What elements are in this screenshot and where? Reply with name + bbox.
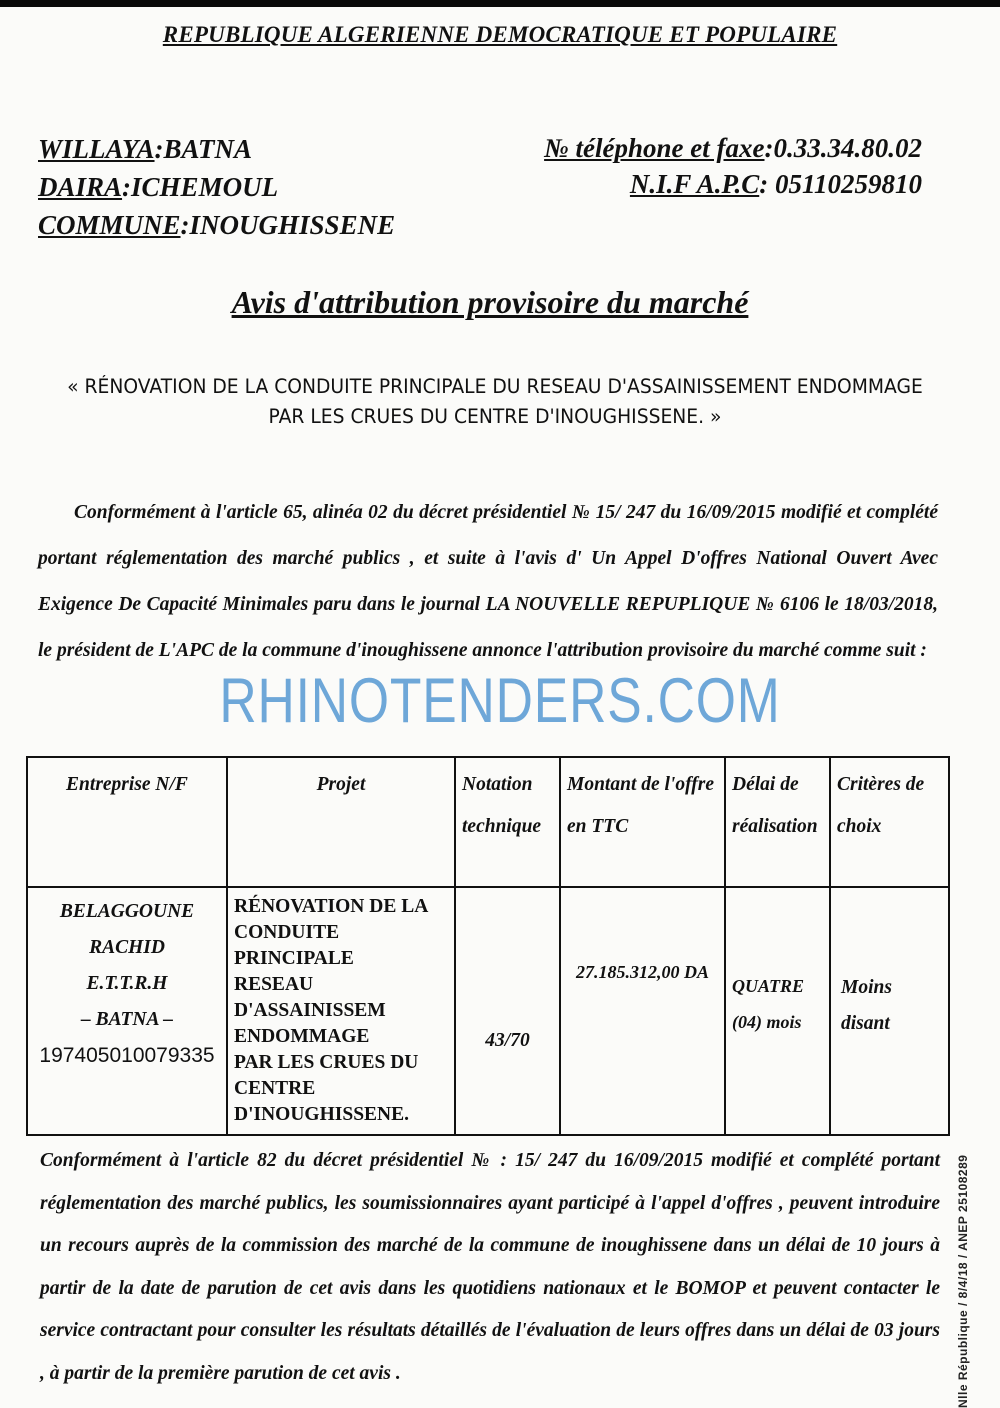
- phone-line: [544, 130, 922, 166]
- header-projet: Projet: [227, 757, 455, 887]
- watermark: RHINOTENDERS.COM: [219, 666, 781, 736]
- phone-value: :0.33.34.80.02: [764, 133, 922, 163]
- willaya-label: WILLAYA: [38, 134, 155, 164]
- page-title: Avis d'attribution provisoire du marché: [231, 284, 749, 320]
- project-subject: [49, 372, 942, 432]
- projet-line-3: RESEAU D'ASSAINISSEM: [234, 974, 386, 1021]
- entreprise-name-2: RACHID: [89, 937, 165, 958]
- cell-entreprise: [27, 887, 227, 1135]
- header-delai: Délai de réalisation: [725, 757, 830, 887]
- commune-line: [38, 206, 395, 244]
- daira-label: DAIRA: [38, 172, 123, 202]
- daira-line: [38, 168, 395, 206]
- projet-line-4: ENDOMMAGE: [234, 1026, 370, 1047]
- top-border: [0, 0, 1000, 7]
- delai-line-1: QUATRE: [732, 976, 805, 996]
- header-criteres: Critères de choix: [830, 757, 949, 887]
- publication-reference: Nlle République / 8/4/18 / ANEP 25108289: [956, 1154, 970, 1408]
- projet-line-1: RÉNOVATION DE LA: [234, 896, 429, 917]
- table-header-row: [27, 757, 949, 887]
- header-montant: Montant de l'offre en TTC: [560, 757, 725, 887]
- commune-value: :INOUGHISSENE: [180, 210, 396, 240]
- header-notation: Notation technique: [455, 757, 560, 887]
- administrative-block: [38, 130, 395, 244]
- willaya-line: [38, 130, 395, 168]
- project-line-1: « RÉNOVATION DE LA CONDUITE PRINCIPALE DU RESEAU D'ASSAINISSEMENT ENDOMMAGE: [67, 375, 923, 398]
- willaya-value: :BATNA: [154, 134, 253, 164]
- entreprise-name-4: – BATNA –: [80, 1009, 174, 1030]
- cell-criteres: [830, 887, 949, 1135]
- nif-line: [544, 166, 922, 202]
- intro-paragraph: Conformément à l'article 65, alinéa 02 du décret présidentiel № 15/ 247 du 16/09/2015 modifié et complété portant réglementation des marché publics , et suite à l'avis d' Un Appel D'offres National Ouvert Avec Exigence De Capacité Minimales paru dans le journal LA NOUVELLE REPUPLIQUE № 6106 le 18/03/2018, le président de L'APC de la commune d'inoughissene annonce l'attribution provisoire du marché comme suit :: [38, 502, 938, 661]
- daira-value: :ICHEMOUL: [122, 172, 279, 202]
- criteres-line-2: disant: [841, 1013, 890, 1034]
- commune-label: COMMUNE: [38, 210, 181, 240]
- award-table: [26, 756, 950, 1136]
- projet-line-7: D'INOUGHISSENE.: [234, 1104, 410, 1125]
- entreprise-name-1: BELAGGOUNE: [59, 901, 195, 922]
- projet-line-5: PAR LES CRUES DU: [234, 1052, 419, 1073]
- republic-heading: REPUBLIQUE ALGERIENNE DEMOCRATIQUE ET POPULAIRE: [162, 22, 838, 47]
- cell-notation: 43/70: [455, 887, 560, 1135]
- cell-delai: [725, 887, 830, 1135]
- cell-projet: [227, 887, 455, 1135]
- table-row: [27, 887, 949, 1135]
- contact-block: [544, 130, 922, 202]
- projet-line-6: CENTRE: [234, 1078, 316, 1099]
- criteres-line-1: Moins: [841, 977, 892, 998]
- nif-label: N.I.F A.P.C: [629, 169, 760, 199]
- phone-label: № téléphone et faxe: [544, 133, 765, 163]
- nif-value: : 05110259810: [759, 169, 922, 199]
- header-entreprise: Entreprise N/F: [27, 757, 227, 887]
- delai-line-2: (04) mois: [732, 1012, 802, 1032]
- cell-montant: 27.185.312,00 DA: [560, 887, 725, 1135]
- project-line-2: PAR LES CRUES DU CENTRE D'INOUGHISSENE. »: [268, 405, 722, 428]
- projet-line-2: CONDUITE PRINCIPALE: [234, 922, 354, 969]
- entreprise-name-3: E.T.T.R.H: [86, 973, 168, 994]
- entreprise-nif: 197405010079335: [39, 1044, 215, 1067]
- appeal-paragraph: Conformément à l'article 82 du décret présidentiel № : 15/ 247 du 16/09/2015 modifié et complété portant réglementation des marché publics, les soumissionnaires ayant participé à l'appel d'offres , peuvent introduire un recours auprès de la commission des marché de la commune de inoughissene dans un délai de 10 jours à partir de la date de parution de cet avis dans les quotidiens nationaux et le BOMOP et peuvent contacter le service contractant pour consulter les résultats détaillés de l'évaluation de leurs offres dans un délai de 03 jours , à partir de la première parution de cet avis .: [40, 1150, 940, 1384]
